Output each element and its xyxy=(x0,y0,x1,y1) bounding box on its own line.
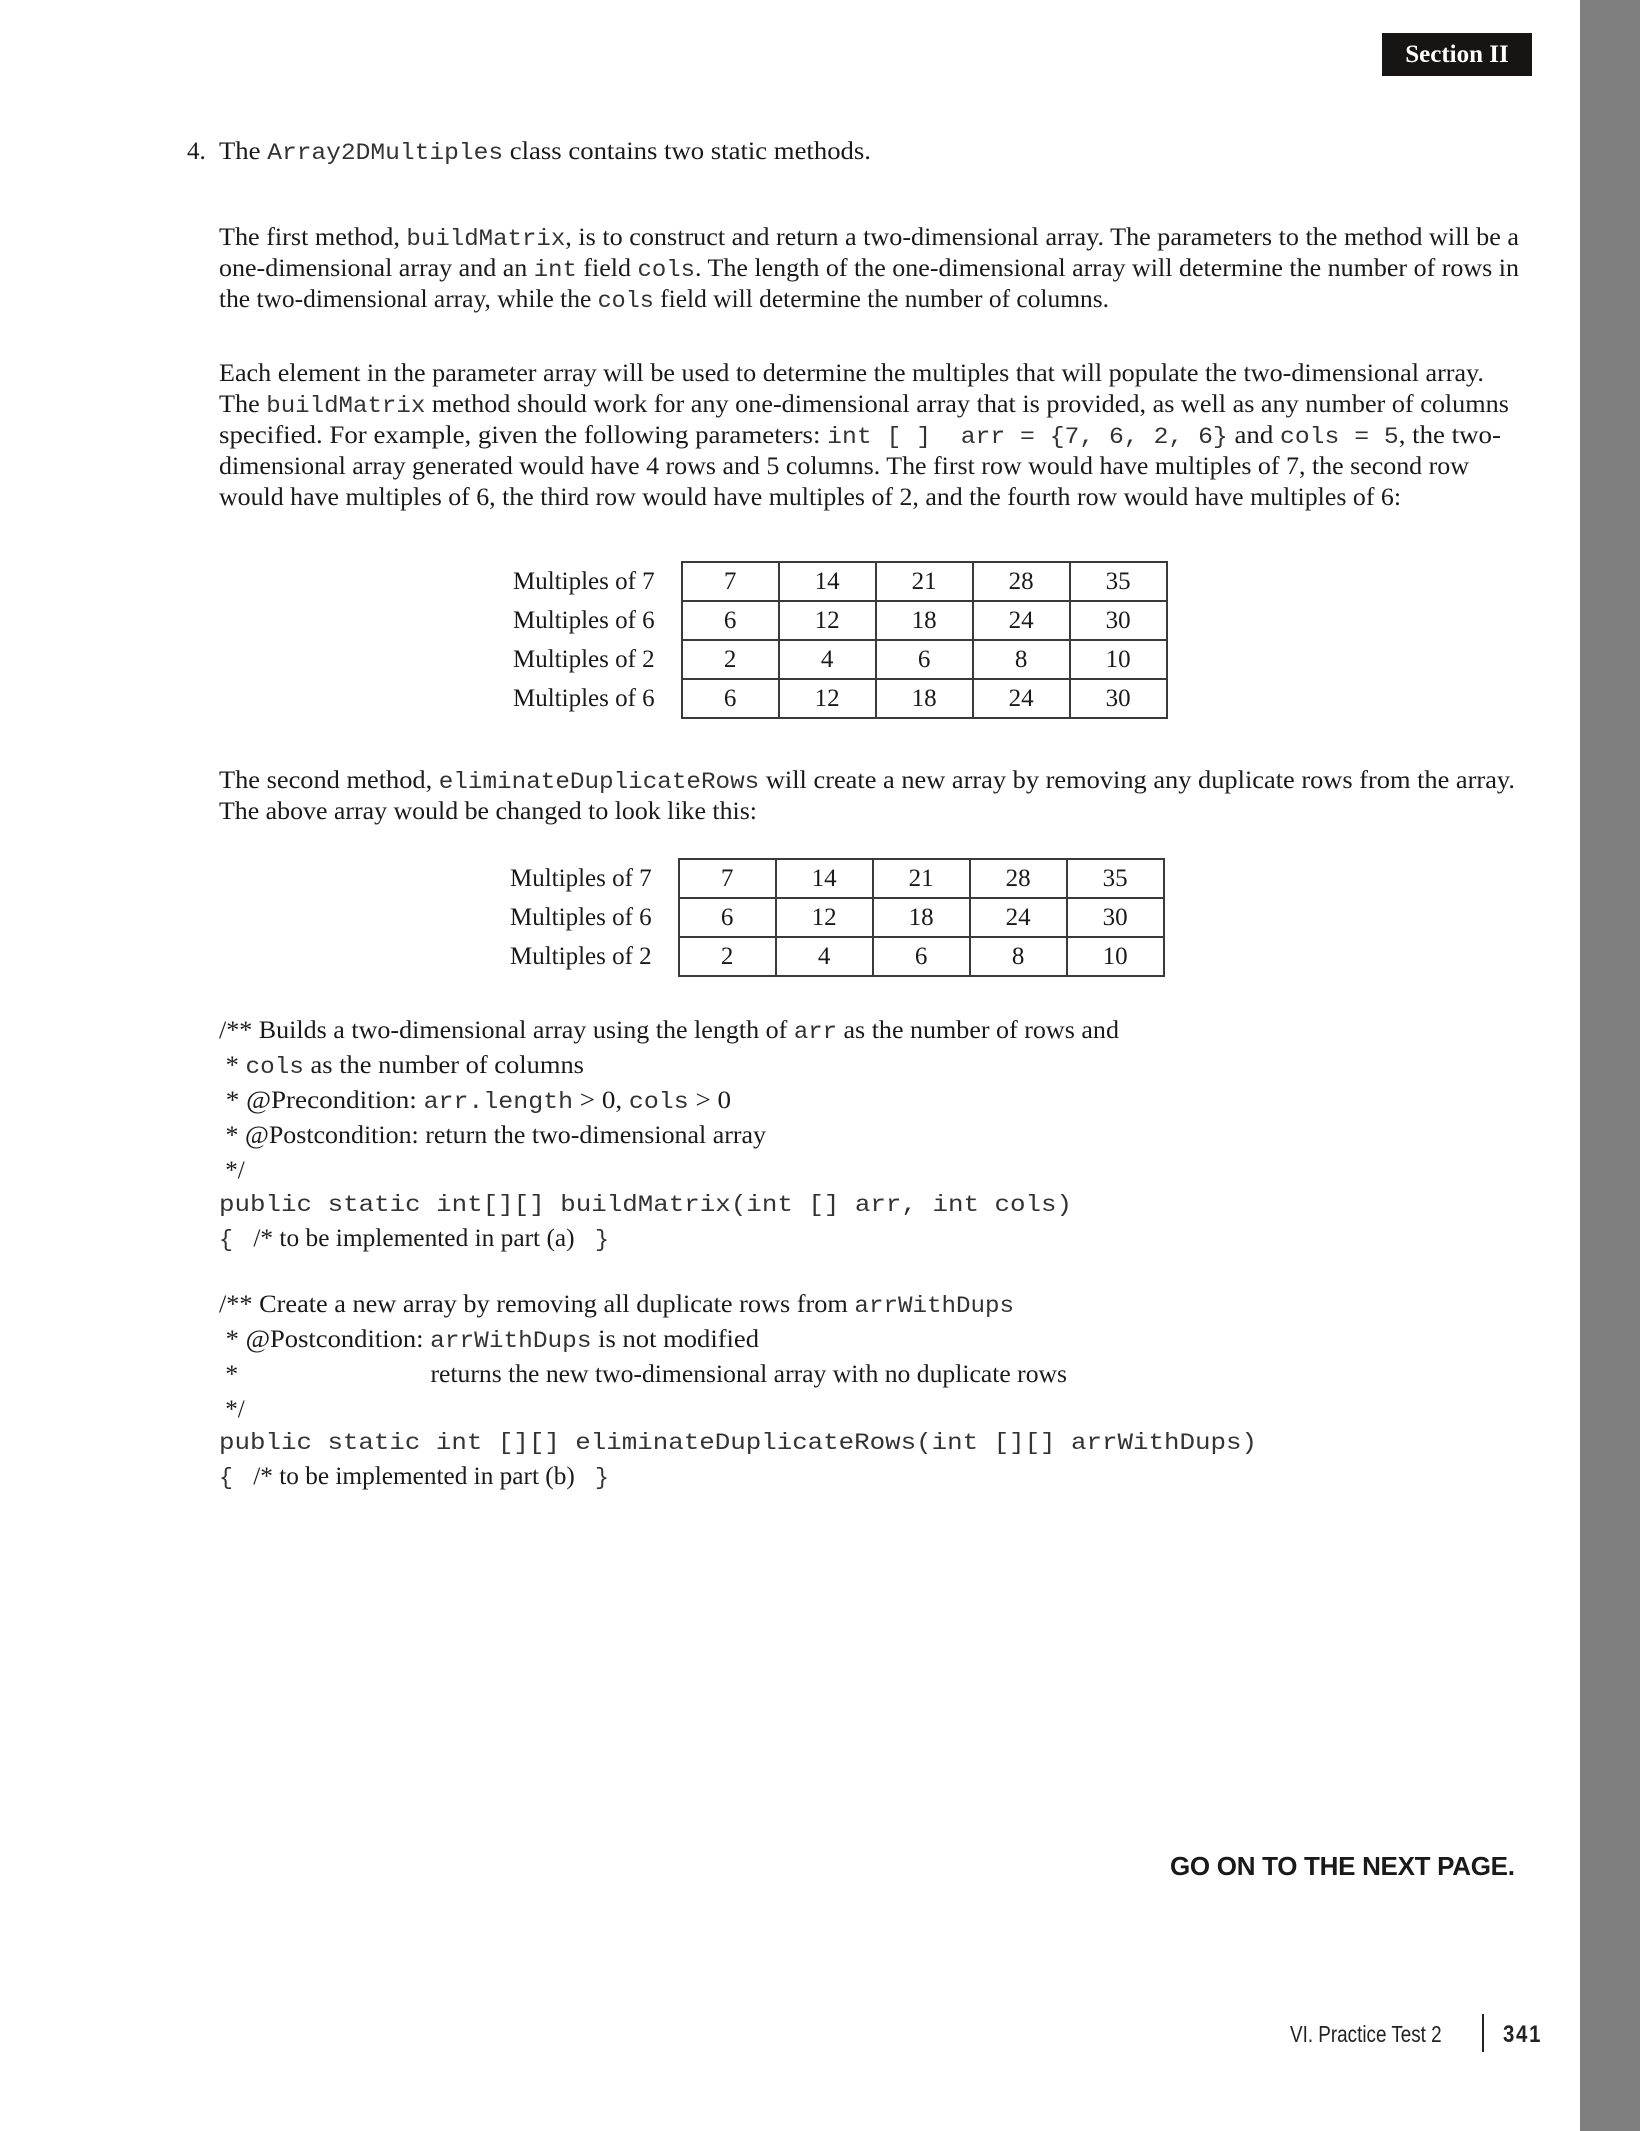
text-run: The xyxy=(219,391,267,418)
code-token: public static int[][] buildMatrix(int [] arr, int cols) xyxy=(219,1192,1073,1218)
table-cell: 6 xyxy=(876,640,973,679)
code-token: buildMatrix xyxy=(406,226,566,252)
table-cell: 14 xyxy=(779,562,876,601)
code-token: public static int [][] eliminateDuplicateRows(int [][] arrWithDups) xyxy=(219,1430,1257,1456)
table-cell: 4 xyxy=(779,640,876,679)
table-cell: 4 xyxy=(776,937,873,976)
code-token: arr xyxy=(793,1019,837,1045)
section-badge: Section II xyxy=(1382,33,1532,76)
code-comment-build-matrix xyxy=(219,1051,584,1082)
code-comment-eliminate xyxy=(219,1395,245,1425)
row-label: Multiples of 6 xyxy=(513,606,655,634)
text-run: * @Precondition: xyxy=(219,1087,424,1114)
row-label: Multiples of 2 xyxy=(510,942,652,970)
text-run: * @Postcondition: return the two-dimensional array xyxy=(219,1122,767,1149)
page-edge-bar xyxy=(1580,0,1640,2131)
paragraph-build-matrix-line xyxy=(219,254,1519,285)
text-run: > 0, xyxy=(573,1087,629,1114)
paragraph-example-line xyxy=(219,390,1509,421)
text-run: The first method, xyxy=(219,224,407,251)
table-row xyxy=(510,859,1164,898)
table-cell: 6 xyxy=(682,679,779,718)
table-cell: 10 xyxy=(1067,937,1164,976)
code-token: arrWithDups xyxy=(854,1293,1014,1319)
table-cell: 21 xyxy=(873,859,970,898)
text-run: the two-dimensional array, while the xyxy=(219,286,598,313)
text-run: /* to be implemented in part (a) xyxy=(247,1225,581,1252)
text-run: class contains two static methods. xyxy=(503,138,871,165)
table-cell: 8 xyxy=(973,640,1070,679)
code-comment-build-matrix xyxy=(219,1016,1119,1047)
table-cell: 6 xyxy=(679,898,776,937)
table-cell: 2 xyxy=(679,937,776,976)
table-cell: 6 xyxy=(873,937,970,976)
code-token: } xyxy=(581,1465,610,1491)
table-cell: 18 xyxy=(873,898,970,937)
text-run: The xyxy=(219,138,268,165)
paragraph-example-line xyxy=(219,421,1501,452)
text-run: /** Create a new array by removing all duplicate rows from xyxy=(219,1291,855,1318)
code-token: { xyxy=(219,1227,248,1253)
text-run: specified. For example, given the following parameters: xyxy=(219,422,828,449)
text-run: , the two- xyxy=(1398,422,1501,449)
table-cell: 21 xyxy=(876,562,973,601)
code-token: int [ ] arr = {7, 6, 2, 6} xyxy=(827,424,1228,450)
text-run: * returns the new two-dimensional array with no duplicate rows xyxy=(219,1361,1068,1388)
code-comment-build-matrix xyxy=(219,1086,731,1117)
code-comment-eliminate xyxy=(219,1325,759,1356)
table-cell: 18 xyxy=(876,679,973,718)
text-run: > 0 xyxy=(688,1087,732,1114)
code-token: int xyxy=(533,257,577,283)
text-run: as the number of rows and xyxy=(836,1017,1119,1044)
code-comment-build-matrix xyxy=(219,1121,766,1151)
text-run: field will determine the number of columns. xyxy=(653,286,1110,313)
table-cell: 24 xyxy=(973,601,1070,640)
code-comment-build-matrix xyxy=(219,1189,1072,1220)
text-run: * @Postcondition: xyxy=(219,1326,431,1353)
table-cell: 10 xyxy=(1070,640,1167,679)
text-run: will create a new array by removing any duplicate rows from the array. xyxy=(759,767,1515,794)
text-run: */ xyxy=(219,1157,245,1184)
table-row xyxy=(513,640,1167,679)
code-comment-build-matrix xyxy=(219,1224,609,1255)
text-run: The second method, xyxy=(219,767,439,794)
code-token: cols xyxy=(245,1054,304,1080)
code-token: { xyxy=(219,1465,247,1491)
paragraph-eliminate-line xyxy=(219,766,1515,797)
table-row xyxy=(513,562,1167,601)
code-comment-build-matrix xyxy=(219,1156,245,1186)
text-run: dimensional array generated would have 4 rows and 5 columns. The first row would have multiples of 7, the second row xyxy=(219,453,1469,480)
table-cell: 2 xyxy=(682,640,779,679)
text-run: , is to construct and return a two-dimensional array. The parameters to the method will be a xyxy=(565,224,1520,251)
code-comment-eliminate xyxy=(219,1360,1067,1390)
table-cell: 30 xyxy=(1070,679,1167,718)
question-number: 4. xyxy=(187,138,206,165)
text-run: * xyxy=(219,1052,246,1079)
table-cell: 24 xyxy=(970,898,1067,937)
code-comment-eliminate xyxy=(219,1462,609,1493)
multiples-table-deduplicated xyxy=(510,858,1165,977)
code-comment-eliminate xyxy=(219,1290,1014,1321)
row-label: Multiples of 6 xyxy=(510,903,652,931)
footer-divider xyxy=(1482,2014,1484,2052)
paragraph-example-line xyxy=(219,359,1484,389)
row-label: Multiples of 7 xyxy=(510,864,652,892)
text-run: /** Builds a two-dimensional array using the length of xyxy=(219,1017,794,1044)
text-run: . The length of the one-dimensional array will determine the number of rows in xyxy=(694,255,1520,282)
table-cell: 35 xyxy=(1067,859,1164,898)
text-run: method should work for any one-dimensional array that is provided, as well as any number of columns xyxy=(425,391,1509,418)
row-label: Multiples of 6 xyxy=(513,684,655,712)
code-token: cols xyxy=(597,288,654,314)
footer-part-title: VI. Practice Test 2 xyxy=(1290,2021,1442,2047)
paragraph-build-matrix-line xyxy=(219,223,1519,254)
table-cell: 18 xyxy=(876,601,973,640)
table-cell: 7 xyxy=(682,562,779,601)
text-run: The above array would be changed to look like this: xyxy=(219,798,757,825)
text-run: one-dimensional array and an xyxy=(219,255,534,282)
text-run: and xyxy=(1227,422,1281,449)
text-run: */ xyxy=(219,1396,245,1423)
table-cell: 24 xyxy=(973,679,1070,718)
text-run: as the number of columns xyxy=(303,1052,584,1079)
table-row xyxy=(510,937,1164,976)
table-cell: 28 xyxy=(970,859,1067,898)
code-token: } xyxy=(580,1227,609,1253)
row-label: Multiples of 2 xyxy=(513,645,655,673)
table-cell: 35 xyxy=(1070,562,1167,601)
table-cell: 7 xyxy=(679,859,776,898)
table-cell: 30 xyxy=(1070,601,1167,640)
paragraph-example-line xyxy=(219,452,1469,482)
table-row xyxy=(510,898,1164,937)
code-comment-eliminate xyxy=(219,1427,1257,1458)
table-cell: 14 xyxy=(776,859,873,898)
paragraph-build-matrix-line xyxy=(219,285,1109,316)
table-cell: 8 xyxy=(970,937,1067,976)
text-run: would have multiples of 6, the third row would have multiples of 2, and the fourth row would have multiples of 6: xyxy=(219,484,1402,511)
text-run: is not modified xyxy=(591,1326,760,1353)
table-row xyxy=(513,679,1167,718)
paragraph-example-line xyxy=(219,483,1401,513)
code-token: eliminateDuplicateRows xyxy=(438,769,760,795)
text-run: field xyxy=(576,255,638,282)
question-intro xyxy=(219,137,871,168)
code-token: arrWithDups xyxy=(430,1328,592,1354)
multiples-table-original xyxy=(513,561,1168,719)
text-run: /* to be implemented in part (b) xyxy=(246,1463,582,1490)
go-next-page-notice: GO ON TO THE NEXT PAGE. xyxy=(1170,1851,1515,1881)
code-token: Array2DMultiples xyxy=(267,140,504,166)
paragraph-eliminate-line xyxy=(219,797,757,827)
table-cell: 12 xyxy=(779,679,876,718)
table-cell: 12 xyxy=(776,898,873,937)
table-cell: 28 xyxy=(973,562,1070,601)
table-cell: 6 xyxy=(682,601,779,640)
row-label: Multiples of 7 xyxy=(513,567,655,595)
code-token: cols xyxy=(637,257,695,283)
table-cell: 30 xyxy=(1067,898,1164,937)
code-token: arr.length xyxy=(423,1089,574,1115)
code-token: cols xyxy=(628,1089,689,1115)
code-token: cols = 5 xyxy=(1280,424,1399,450)
page-number: 341 xyxy=(1503,2021,1543,2048)
table-cell: 12 xyxy=(779,601,876,640)
code-token: buildMatrix xyxy=(266,393,426,419)
table-row xyxy=(513,601,1167,640)
text-run: Each element in the parameter array will be used to determine the multiples that will populate the two-dimensional array. xyxy=(219,360,1484,387)
